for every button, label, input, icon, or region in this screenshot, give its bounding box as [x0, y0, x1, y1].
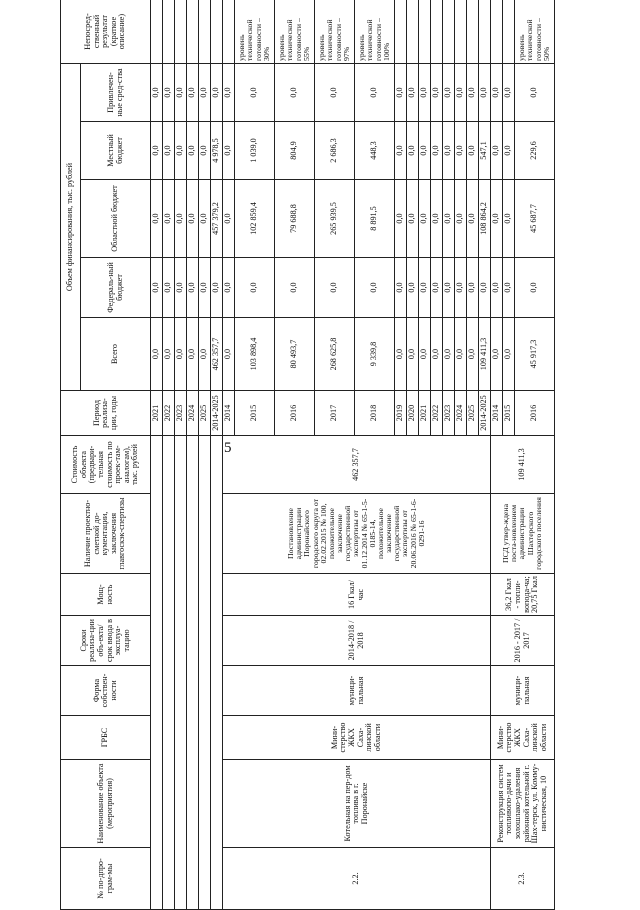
result-cell: уровень технической готовности – 55% [275, 0, 315, 64]
value-total: 0,0 [223, 318, 235, 391]
value-federal: 0,0 [275, 258, 315, 318]
value-attracted: 0,0 [479, 64, 491, 122]
period-year: 2021 [151, 391, 163, 436]
item-docs: ПСД утвер-ждена поста-новлением администрации Шахтерского городского поселения [491, 494, 555, 574]
period-year: 2016 [515, 391, 555, 436]
value-total: 462 357,7 [211, 318, 223, 391]
value-regional: 0,0 [175, 180, 187, 258]
value-total: 0,0 [419, 318, 431, 391]
value-regional: 108 864,2 [479, 180, 491, 258]
item-terms: 2016 - 2017 / 2017 [491, 616, 555, 666]
value-attracted: 0,0 [431, 64, 443, 122]
value-total: 0,0 [175, 318, 187, 391]
value-attracted: 0,0 [163, 64, 175, 122]
value-regional: 0,0 [443, 180, 455, 258]
header-capacity: Мощ-ность [61, 574, 151, 616]
value-attracted: 0,0 [151, 64, 163, 122]
value-regional: 0,0 [455, 180, 467, 258]
funding-table [60, 0, 555, 910]
value-local: 0,0 [187, 122, 199, 180]
result-cell: уровень технической готовности – 100% [355, 0, 395, 64]
value-total: 0,0 [407, 318, 419, 391]
header-docs: Наличие проектно-сметной до-кументации, заключения главгоскэк-спертизы [61, 494, 151, 574]
value-total: 109 411,3 [479, 318, 491, 391]
table-row [211, 0, 223, 910]
value-total: 0,0 [455, 318, 467, 391]
value-federal: 0,0 [175, 258, 187, 318]
value-total: 9 339,8 [355, 318, 395, 391]
value-local: 2 686,3 [315, 122, 355, 180]
value-regional: 0,0 [419, 180, 431, 258]
table-row [223, 0, 235, 910]
value-regional: 0,0 [491, 180, 503, 258]
table-row [163, 0, 175, 910]
item-ownership: муници-пальная [223, 666, 491, 716]
result-cell [187, 0, 199, 64]
value-total: 0,0 [151, 318, 163, 391]
value-local: 448,3 [355, 122, 395, 180]
item-name: Котельная на пер-дом топлива в г. Поронайске [223, 760, 491, 848]
value-total: 0,0 [431, 318, 443, 391]
header-period: Период реализа-ции, годы [61, 391, 151, 436]
item-ownership: муници-пальная [491, 666, 555, 716]
value-local: 0,0 [175, 122, 187, 180]
value-attracted: 0,0 [211, 64, 223, 122]
value-federal: 0,0 [199, 258, 211, 318]
value-local: 0,0 [199, 122, 211, 180]
value-attracted: 0,0 [275, 64, 315, 122]
value-federal: 0,0 [223, 258, 235, 318]
value-regional: 0,0 [151, 180, 163, 258]
result-cell [491, 0, 503, 64]
value-regional: 0,0 [199, 180, 211, 258]
header-terms: Сроки реализа-ции объ-екта/срок ввода в эксплуа-тацию [61, 616, 151, 666]
value-local: 547,1 [479, 122, 491, 180]
header-num: № по-дпро-грам-мы [61, 848, 151, 910]
value-attracted: 0,0 [467, 64, 479, 122]
header-federal: Федераль-ный бюджет [81, 258, 151, 318]
result-cell: уровень технической готовности – 50% [515, 0, 555, 64]
period-year: 2023 [443, 391, 455, 436]
value-attracted: 0,0 [187, 64, 199, 122]
header-ownership: Форма собствен-ности [61, 666, 151, 716]
value-attracted: 0,0 [223, 64, 235, 122]
value-attracted: 0,0 [199, 64, 211, 122]
period-year: 2014-2025 [479, 391, 491, 436]
value-federal: 0,0 [419, 258, 431, 318]
value-total: 0,0 [395, 318, 407, 391]
result-cell [503, 0, 515, 64]
result-cell [211, 0, 223, 64]
value-regional: 0,0 [187, 180, 199, 258]
value-local: 0,0 [163, 122, 175, 180]
item-name: Реконструкция систем топливопо-дачи и золошлако-удаления районной котельной г. Шах-терск, ул. Комму-нистическая, 10 [491, 760, 555, 848]
value-attracted: 0,0 [455, 64, 467, 122]
value-federal: 0,0 [187, 258, 199, 318]
period-year: 2024 [455, 391, 467, 436]
value-total: 0,0 [443, 318, 455, 391]
blank-cell [151, 436, 163, 910]
period-year: 2014-2025 [211, 391, 223, 436]
header-regional: Областной бюджет [81, 180, 151, 258]
value-total: 0,0 [491, 318, 503, 391]
value-regional: 265 939,5 [315, 180, 355, 258]
value-total: 268 625,8 [315, 318, 355, 391]
period-year: 2021 [419, 391, 431, 436]
value-federal: 0,0 [515, 258, 555, 318]
value-federal: 0,0 [431, 258, 443, 318]
value-total: 0,0 [503, 318, 515, 391]
value-federal: 0,0 [395, 258, 407, 318]
result-cell [455, 0, 467, 64]
value-local: 0,0 [443, 122, 455, 180]
value-federal: 0,0 [315, 258, 355, 318]
header-result: Непосред-ственный результат (краткое описание) [61, 0, 151, 64]
header-grbs: ГРБС [61, 716, 151, 760]
value-attracted: 0,0 [175, 64, 187, 122]
value-local: 0,0 [395, 122, 407, 180]
period-year: 2025 [467, 391, 479, 436]
header-name: Наименование объекта (мероприятия) [61, 760, 151, 848]
period-year: 2024 [187, 391, 199, 436]
table-body [151, 0, 555, 910]
value-local: 0,0 [151, 122, 163, 180]
value-federal: 0,0 [355, 258, 395, 318]
period-year: 2015 [503, 391, 515, 436]
item-number: 2.2. [223, 848, 491, 910]
value-regional: 8 891,5 [355, 180, 395, 258]
value-regional: 102 859,4 [235, 180, 275, 258]
period-year: 2020 [407, 391, 419, 436]
result-cell [199, 0, 211, 64]
value-federal: 0,0 [443, 258, 455, 318]
rotated-page [60, 0, 625, 910]
value-attracted: 0,0 [355, 64, 395, 122]
value-attracted: 0,0 [503, 64, 515, 122]
result-cell [223, 0, 235, 64]
result-cell [479, 0, 491, 64]
value-regional: 0,0 [407, 180, 419, 258]
result-cell [407, 0, 419, 64]
value-regional: 0,0 [431, 180, 443, 258]
header-attracted: Привлечен-ные сред-ства [81, 64, 151, 122]
value-regional: 0,0 [223, 180, 235, 258]
period-year: 2023 [175, 391, 187, 436]
value-local: 229,6 [515, 122, 555, 180]
value-total: 45 917,3 [515, 318, 555, 391]
blank-cell [175, 436, 187, 910]
value-total: 0,0 [163, 318, 175, 391]
header-local: Местный бюджет [81, 122, 151, 180]
value-federal: 0,0 [503, 258, 515, 318]
result-cell [151, 0, 163, 64]
period-year: 2022 [163, 391, 175, 436]
blank-cell [163, 436, 175, 910]
table-row [187, 0, 199, 910]
value-attracted: 0,0 [515, 64, 555, 122]
period-year: 2015 [235, 391, 275, 436]
value-local: 804,9 [275, 122, 315, 180]
blank-cell [211, 436, 223, 910]
result-cell [175, 0, 187, 64]
value-federal: 0,0 [407, 258, 419, 318]
value-local: 4 978,5 [211, 122, 223, 180]
value-total: 80 493,7 [275, 318, 315, 391]
value-total: 0,0 [199, 318, 211, 391]
item-docs: Постановление администрации Поронайского городского округа от 02.02.2015 № 100, положительное заключение государственной экспертизы от 01.12.2014 № 65-1-5-0185-14, положительное заключение государственной экспертизы от 20.06.2016 № 65-1-6-0291-16 [223, 494, 491, 574]
value-total: 103 898,4 [235, 318, 275, 391]
blank-cell [199, 436, 211, 910]
value-local: 0,0 [223, 122, 235, 180]
result-cell [467, 0, 479, 64]
value-federal: 0,0 [211, 258, 223, 318]
header-funding-group: Объем финансирования, тыс. рублей [61, 64, 81, 391]
value-regional: 0,0 [163, 180, 175, 258]
value-federal: 0,0 [235, 258, 275, 318]
value-regional: 45 687,7 [515, 180, 555, 258]
item-capacity: 36,2 Гкал - топли-вопода-ча; 20,75 Гкал [491, 574, 555, 616]
period-year: 2014 [491, 391, 503, 436]
header-total: Всего [81, 318, 151, 391]
period-year: 2019 [395, 391, 407, 436]
blank-cell [187, 436, 199, 910]
value-regional: 0,0 [395, 180, 407, 258]
value-local: 0,0 [407, 122, 419, 180]
item-capacity: 16 Гкал/час [223, 574, 491, 616]
item-grbs: Мини-стерство ЖКХ Саха-линской области [491, 716, 555, 760]
value-federal: 0,0 [151, 258, 163, 318]
value-total: 0,0 [467, 318, 479, 391]
value-federal: 0,0 [479, 258, 491, 318]
item-number: 2.3. [491, 848, 555, 910]
value-attracted: 0,0 [443, 64, 455, 122]
table-row [199, 0, 211, 910]
period-year: 2017 [315, 391, 355, 436]
value-federal: 0,0 [467, 258, 479, 318]
value-local: 0,0 [503, 122, 515, 180]
item-terms: 2014-2018 / 2018 [223, 616, 491, 666]
table-row [151, 0, 163, 910]
table-row [175, 0, 187, 910]
result-cell [163, 0, 175, 64]
value-regional: 0,0 [503, 180, 515, 258]
result-cell: уровень технической готовности – 97% [315, 0, 355, 64]
item-grbs: Мини-стерство ЖКХ Саха-линской области [223, 716, 491, 760]
item-cost: 462 357,7 [223, 436, 491, 494]
value-local: 0,0 [419, 122, 431, 180]
value-local: 0,0 [491, 122, 503, 180]
value-federal: 0,0 [455, 258, 467, 318]
value-local: 0,0 [455, 122, 467, 180]
result-cell [443, 0, 455, 64]
value-local: 0,0 [431, 122, 443, 180]
value-regional: 79 688,8 [275, 180, 315, 258]
value-federal: 0,0 [491, 258, 503, 318]
period-year: 2018 [355, 391, 395, 436]
value-attracted: 0,0 [235, 64, 275, 122]
value-regional: 457 379,2 [211, 180, 223, 258]
period-year: 2025 [199, 391, 211, 436]
value-attracted: 0,0 [315, 64, 355, 122]
result-cell [431, 0, 443, 64]
value-federal: 0,0 [163, 258, 175, 318]
result-cell [419, 0, 431, 64]
period-year: 2014 [223, 391, 235, 436]
header-cost: Стоимость объекта (предвари-тельная стоимость по проек-там-аналогам), тыс. рублей [61, 436, 151, 494]
value-attracted: 0,0 [407, 64, 419, 122]
value-total: 0,0 [187, 318, 199, 391]
item-cost: 109 411,3 [491, 436, 555, 494]
value-local: 1 039,0 [235, 122, 275, 180]
value-attracted: 0,0 [395, 64, 407, 122]
result-cell: уровень технической готовности – 30% [235, 0, 275, 64]
value-local: 0,0 [467, 122, 479, 180]
result-cell [395, 0, 407, 64]
page-number: 5 [224, 440, 232, 456]
table-row [491, 0, 503, 910]
period-year: 2016 [275, 391, 315, 436]
value-attracted: 0,0 [419, 64, 431, 122]
period-year: 2022 [431, 391, 443, 436]
value-regional: 0,0 [467, 180, 479, 258]
value-attracted: 0,0 [491, 64, 503, 122]
